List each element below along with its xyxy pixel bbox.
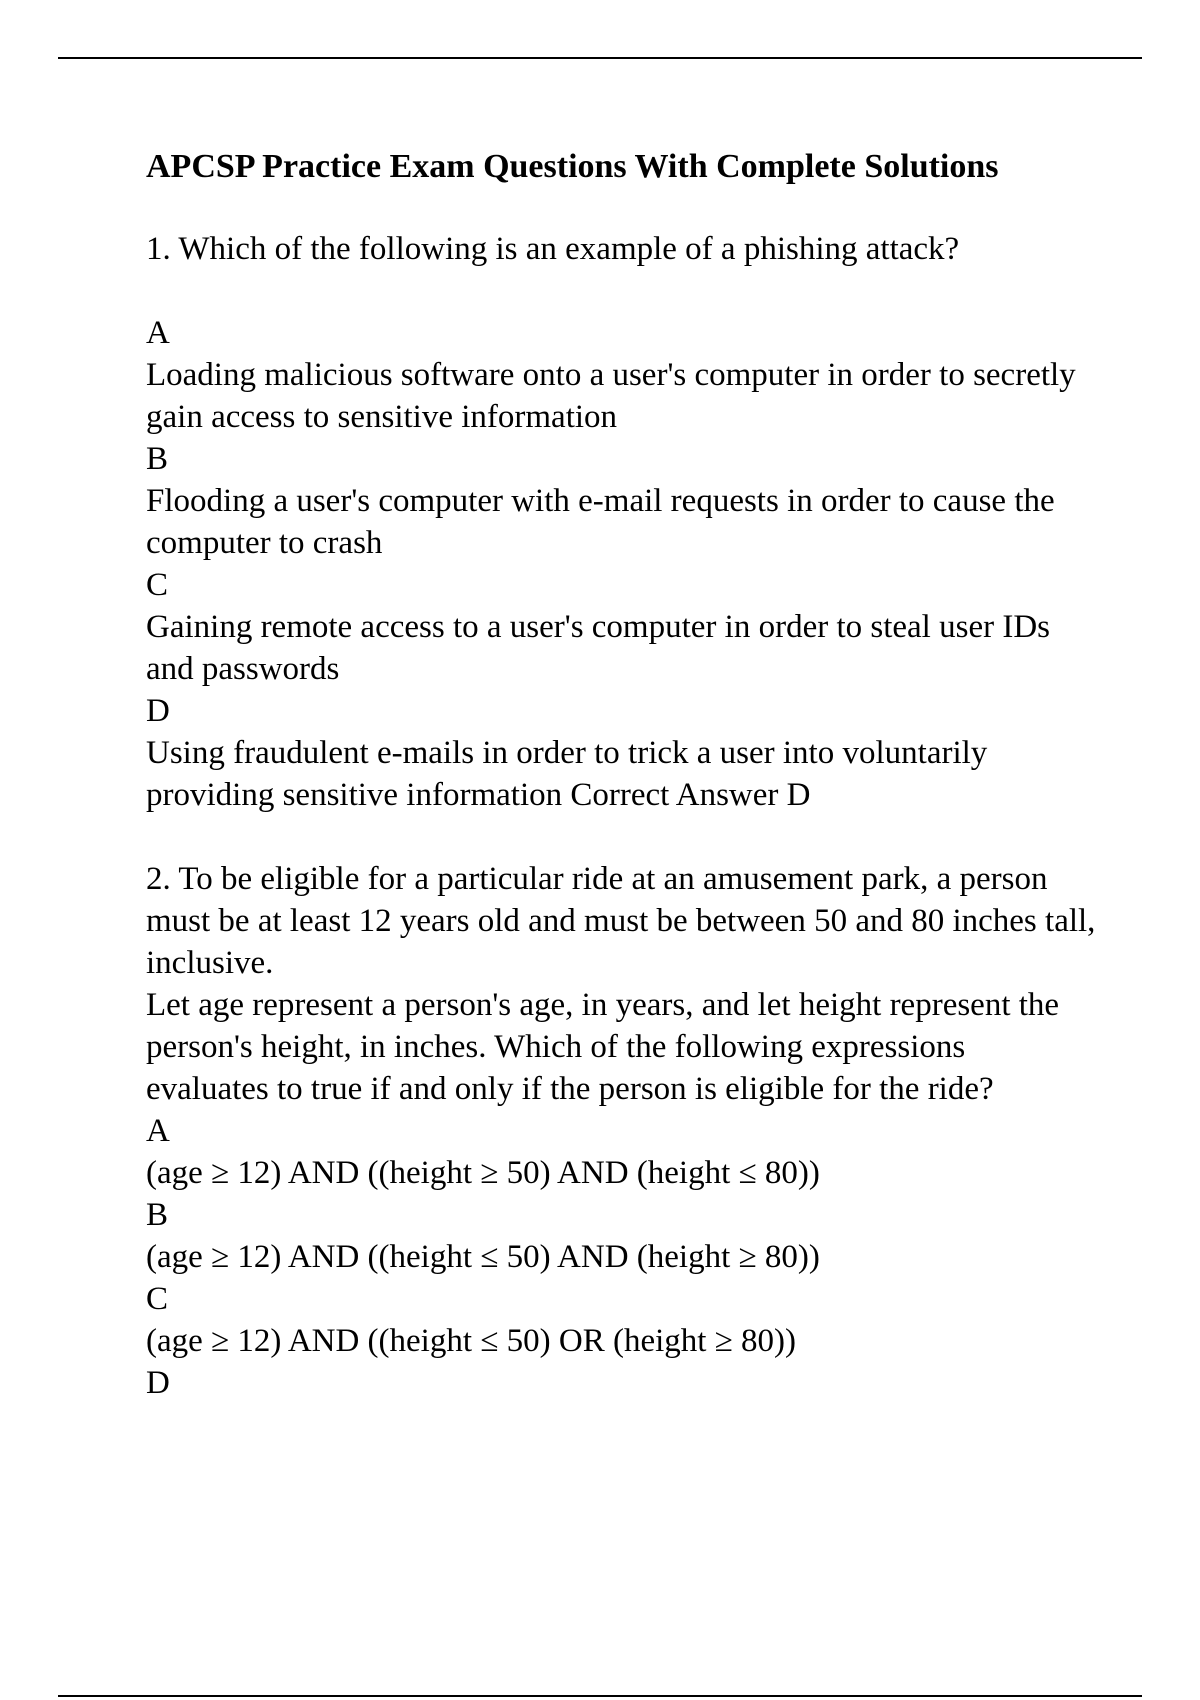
bottom-rule bbox=[58, 1695, 1142, 1697]
question-2-option-d-letter: D bbox=[146, 1365, 170, 1401]
question-2-option-a-letter: A bbox=[146, 1113, 170, 1149]
question-1-option-b-letter: B bbox=[146, 441, 169, 477]
question-2-option-a-text: (age ≥ 12) AND ((height ≥ 50) AND (height ≤ 80)) bbox=[146, 1155, 820, 1191]
question-2-option-c-letter: C bbox=[146, 1281, 169, 1317]
question-2-text-line2: Let age represent a person's age, in years, and let height represent the person's height, in inches. Which of the following expressions evaluates to true if and only if the person is eligible for the ride? bbox=[146, 987, 1060, 1107]
question-2-text-line1: 2. To be eligible for a particular ride at an amusement park, a person must be at least 12 years old and must be between 50 and 80 inches tall, inclusive. bbox=[146, 861, 1096, 981]
question-1-text: 1. Which of the following is an example of a phishing attack? bbox=[146, 231, 960, 267]
document-title: APCSP Practice Exam Questions With Complete Solutions bbox=[146, 148, 999, 185]
question-2 bbox=[146, 858, 1096, 1404]
question-1-option-c-text: Gaining remote access to a user's computer in order to steal user IDs and passwords bbox=[146, 609, 1050, 687]
question-2-option-c-text: (age ≥ 12) AND ((height ≤ 50) OR (height ≥ 80)) bbox=[146, 1323, 797, 1359]
top-rule bbox=[58, 57, 1142, 59]
question-1-option-c-letter: C bbox=[146, 567, 169, 603]
question-1-option-a-text: Loading malicious software onto a user's computer in order to secretly gain access to sensitive information bbox=[146, 357, 1076, 435]
document-body bbox=[146, 146, 1096, 1404]
question-1-option-b-text: Flooding a user's computer with e-mail requests in order to cause the computer to crash bbox=[146, 483, 1055, 561]
question-1-option-d-text: Using fraudulent e-mails in order to trick a user into voluntarily providing sensitive information Correct Answer D bbox=[146, 735, 988, 813]
question-2-option-b-letter: B bbox=[146, 1197, 169, 1233]
question-1 bbox=[146, 228, 1096, 816]
question-1-option-d-letter: D bbox=[146, 693, 170, 729]
question-2-option-b-text: (age ≥ 12) AND ((height ≤ 50) AND (height ≥ 80)) bbox=[146, 1239, 820, 1275]
question-1-option-a-letter: A bbox=[146, 315, 170, 351]
